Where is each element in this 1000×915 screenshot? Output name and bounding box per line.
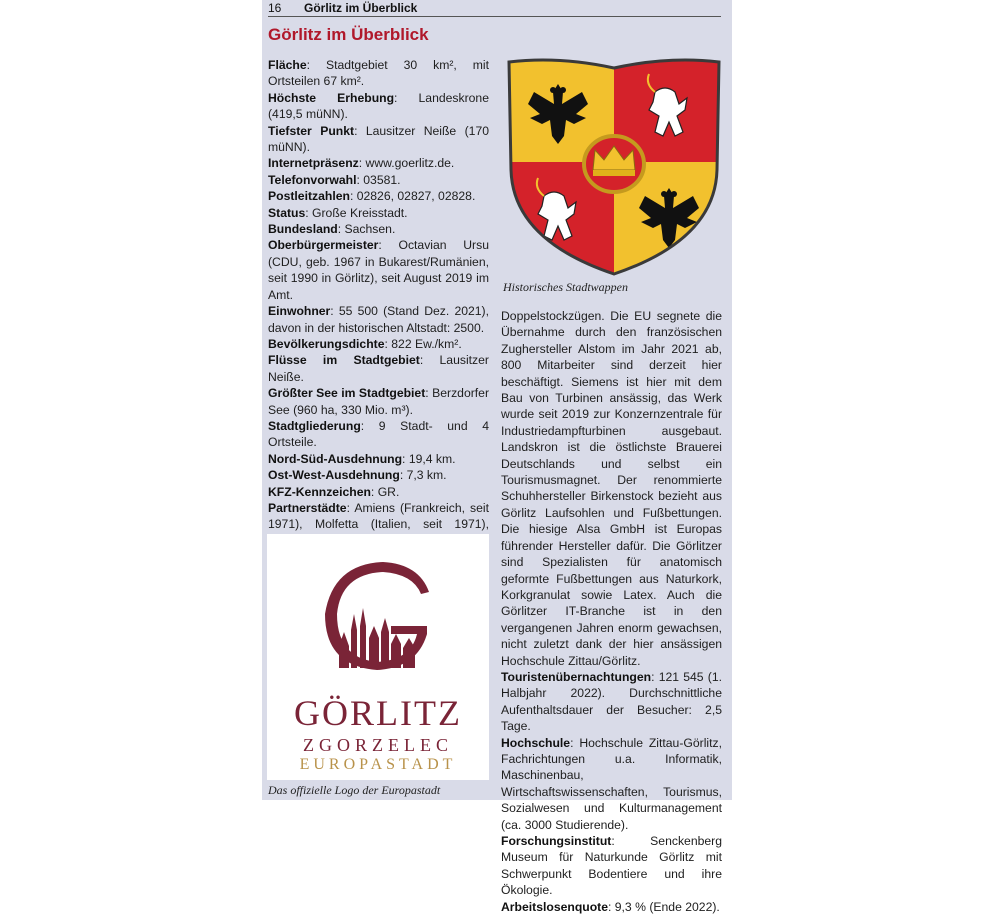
fact-label: Tiefster Punkt — [268, 123, 355, 138]
fact-label: Internetpräsenz — [268, 156, 359, 171]
fact-text: : Senckenberg Museum für Naturkunde Görlitz mit Schwerpunkt Bodentiere und ihre Ökologie. — [501, 834, 722, 898]
fact-label: Stadtgliederung — [268, 418, 361, 433]
logo-text-goerlitz: GÖRLITZ — [294, 693, 462, 733]
fact-label: Oberbürgermeister — [268, 238, 379, 253]
fact-text: : Landeskrone (419,5 müNN). — [268, 90, 489, 122]
page-title: Görlitz im Überblick — [268, 25, 429, 44]
fact-entry — [268, 90, 489, 123]
fact-label: Bevölkerungsdichte — [268, 336, 385, 351]
coat-of-arms-image — [503, 52, 725, 278]
fact-text: : Lausitzer Neiße (170 müNN). — [268, 123, 489, 155]
fact-entry — [501, 735, 722, 833]
page-number: 16 — [268, 1, 282, 15]
header-section-title: Görlitz im Überblick — [304, 1, 418, 15]
fact-text: : 121 545 (1. Halbjahr 2022). Durchschnittliche Aufenthaltsdauer der Besucher: 2,5 Tage. — [501, 669, 722, 734]
fact-text: : 02826, 02827, 02828. — [349, 189, 476, 204]
fact-text: : 9 Stadt- und 4 Ortsteile. — [268, 418, 489, 450]
fact-text: : Berzdorfer See (960 ha, 330 Mio. m³). — [268, 386, 490, 417]
fact-label: Ost-West-Ausdehnung — [268, 468, 400, 483]
fact-label: Telefonvorwahl — [268, 172, 357, 187]
fact-label: Arbeitslosenquote — [501, 899, 608, 914]
fact-text: : Lausitzer Neiße. — [268, 353, 489, 384]
fact-label: Nord-Süd-Ausdehnung — [268, 451, 403, 466]
fact-label: Forschungsinstitut — [501, 834, 612, 848]
logo-g-skyline-graphic — [267, 534, 489, 684]
fact-label: Höchste Erhebung — [268, 90, 395, 105]
fact-entry — [268, 205, 489, 221]
fact-label: Hochschule — [501, 735, 571, 750]
fact-entry — [268, 418, 489, 451]
fact-entry — [501, 899, 722, 915]
fact-text: : www.goerlitz.de. — [358, 156, 455, 171]
europastadt-logo — [267, 534, 489, 780]
fact-entry — [268, 57, 489, 90]
fact-entry — [268, 221, 489, 237]
logo-caption: Das offizielle Logo der Europastadt — [268, 783, 441, 797]
inescutcheon-crown — [584, 136, 644, 192]
fact-text: : 03581. — [356, 172, 401, 187]
fact-entry — [268, 336, 489, 352]
fact-entry — [501, 308, 722, 669]
coat-of-arms-caption: Historisches Stadtwappen — [503, 280, 628, 294]
fact-text: : Octavian Ursu (CDU, geb. 1967 in Bukarest/Rumänien, seit 1990 in Görlitz), seit August 2019 im Amt. — [268, 238, 489, 302]
fact-text: : 55 500 (Stand Dez. 2021), davon in der historischen Altstadt: 2500. — [268, 304, 489, 335]
fact-entry — [268, 385, 489, 418]
fact-entry — [268, 303, 489, 336]
fact-label: Touristenübernachtungen — [501, 669, 652, 684]
fact-entry — [501, 833, 722, 899]
fact-entry — [268, 123, 489, 156]
running-header — [268, 0, 721, 17]
fact-text: : 7,3 km. — [399, 468, 447, 483]
fact-label: Fläche — [268, 58, 307, 72]
fact-entry — [268, 188, 489, 204]
fact-text: : GR. — [370, 484, 400, 499]
fact-entry — [268, 467, 489, 483]
fact-label: Einwohner — [268, 304, 331, 319]
fact-label: Partnerstädte — [268, 500, 347, 515]
fact-entry — [268, 352, 489, 385]
fact-text: : 19,4 km. — [402, 451, 456, 466]
fact-entry — [268, 484, 489, 500]
fact-label: Größter See im Stadtgebiet — [268, 386, 426, 401]
fact-text: : Amiens (Frankreich, seit 1971), Molfetta (Italien, seit 1971), — [268, 500, 489, 532]
fact-entry — [268, 155, 489, 171]
fact-label: Flüsse im Stadtgebiet — [268, 353, 420, 368]
fact-text: : 9,3 % (Ende 2022). — [608, 899, 720, 914]
fact-label: Status — [268, 205, 306, 220]
logo-text-zgorzelec: ZGORZELEC — [303, 735, 453, 755]
fact-text: : Große Kreisstadt. — [305, 205, 408, 220]
fact-text: Doppelstockzügen. Die EU segnete die Übernahme durch den französischen Zughersteller Alstom im Jahr 2021 ab, 800 Mitarbeiter sind derzeit hier beschäftigt. Siemens ist hier mit dem Bau von Turbinen ansässig, das Werk wurde seit 2019 zur Konzernzentrale für Industriedampfturbinen ausgebaut. Landskron ist die östlichste Brauerei Deutschlands und selbst ein Tourismusmagnet. Der renommierte Schuhhersteller Birkenstock bezieht aus Görlitz Laufsohlen und Fußbettungen. Die hiesige Alsa GmbH ist Europas führender Hersteller dafür. Die Görlitzer sind Spezialisten für anatomisch geformte Fußbettungen aus Naturkork, Korkgranulat sowie Latex. Auch die Görlitzer IT-Branche ist in den vergangenen Jahren enorm gewachsen, nicht zuletzt dank der hier ansässigen Hochschule Zittau/Görlitz. — [501, 309, 722, 668]
logo-text-europastadt: EUROPASTADT — [299, 756, 457, 773]
fact-label: Postleitzahlen — [268, 189, 350, 204]
fact-text: : Hochschule Zittau-Görlitz, Fachrichtungen u.a. Informatik, Maschinenbau, Wirtschaftswissenschaften, Tourismus, Sozialwesen und Kulturmanagement (ca. 3000 Studierende). — [501, 735, 722, 832]
fact-text: : Sachsen. — [337, 222, 396, 237]
fact-entry — [501, 669, 722, 735]
facts-right-column — [501, 308, 722, 915]
fact-label: KFZ-Kennzeichen — [268, 484, 371, 499]
fact-text: : Stadtgebiet 30 km², mit Ortsteilen 67 km². — [268, 58, 489, 89]
fact-entry — [268, 172, 489, 188]
fact-entry — [268, 237, 489, 303]
fact-text: : 822 Ew./km². — [384, 336, 462, 351]
fact-label: Bundesland — [268, 222, 338, 237]
fact-entry — [268, 451, 489, 467]
